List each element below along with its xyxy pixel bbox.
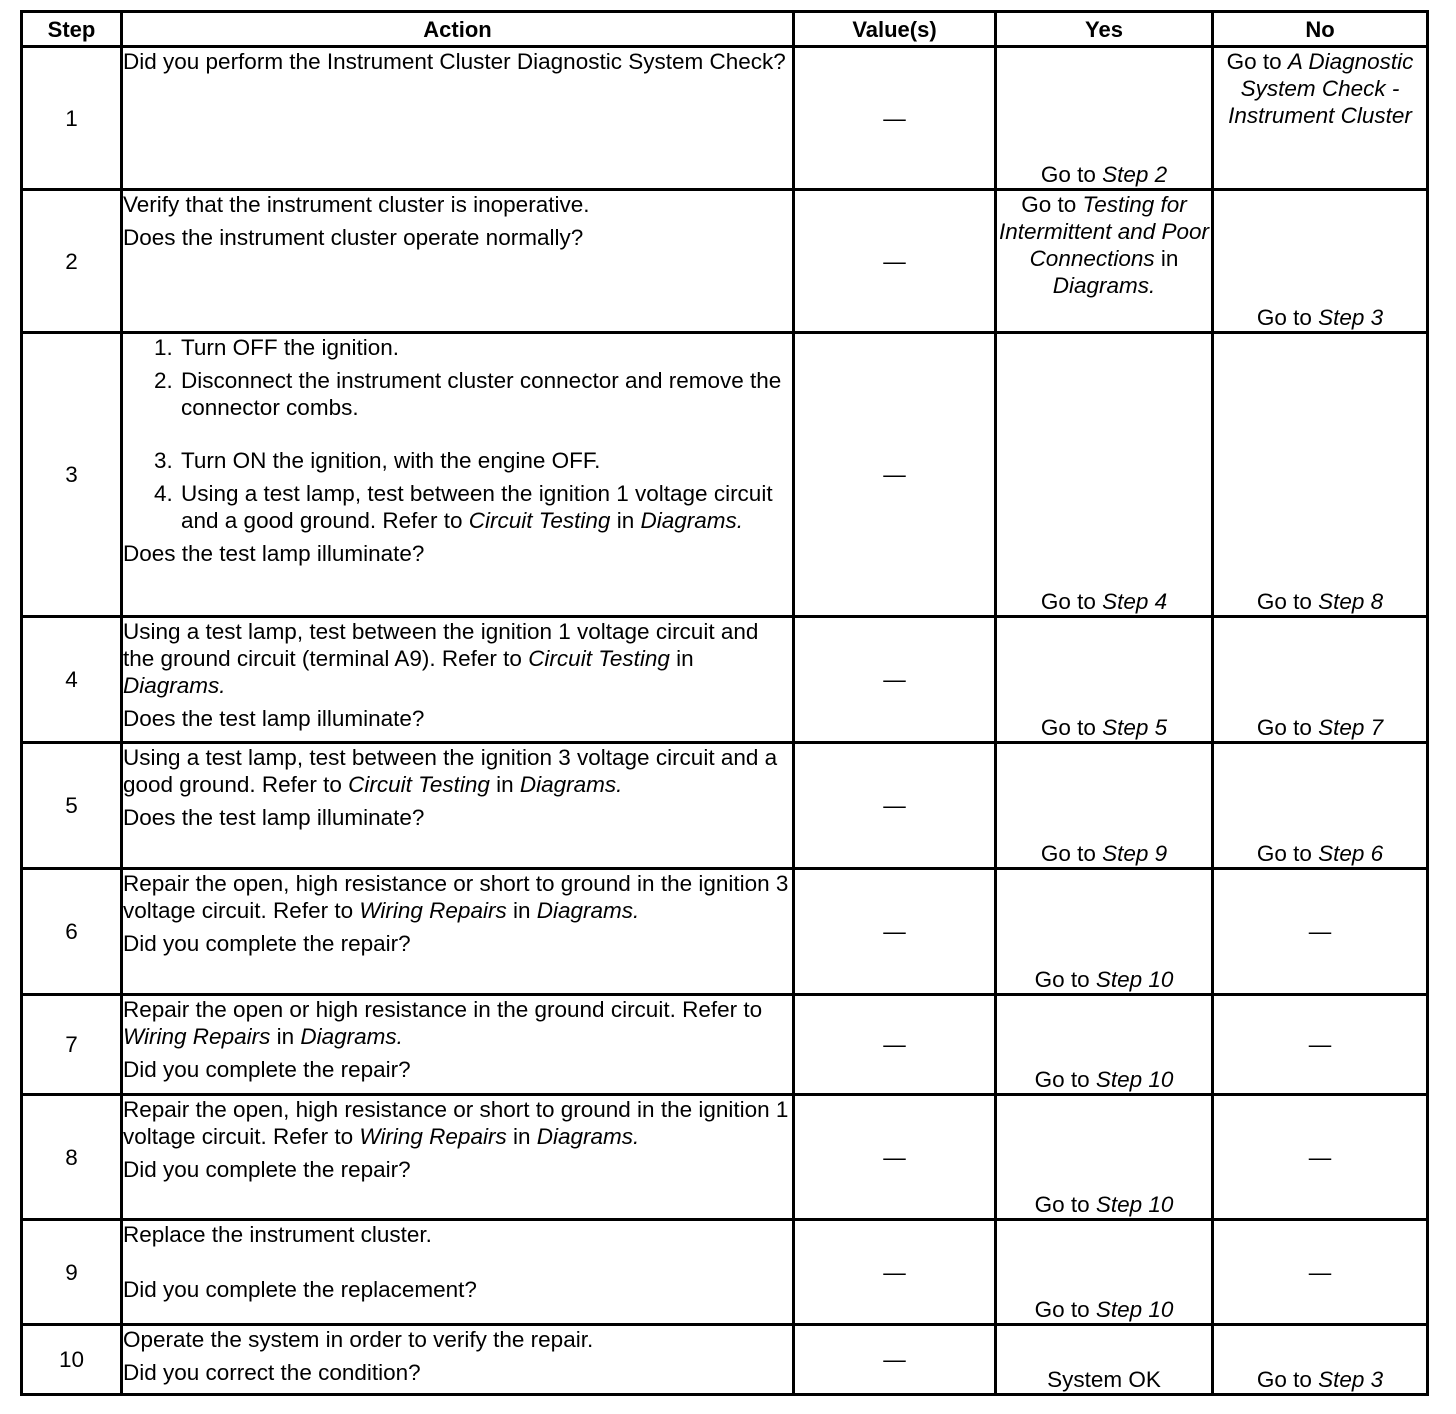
value-cell: —: [794, 1325, 996, 1395]
action-text-main: Repair the open, high resistance or short to ground in the ignition 3 voltage circuit. Refer to: [123, 871, 789, 923]
action-in-text: in: [506, 898, 537, 923]
table-row: [22, 47, 1428, 190]
action-link[interactable]: Circuit Testing: [468, 508, 611, 533]
no-link[interactable]: Step 3: [1318, 305, 1384, 330]
yes-goto-text: Go to: [1034, 967, 1096, 992]
step-number: 4: [22, 617, 122, 743]
action-text: Replace the instrument cluster.: [123, 1222, 432, 1247]
no-cell: —: [1213, 869, 1428, 995]
yes-goto-text: Go to: [1040, 715, 1103, 740]
action-link[interactable]: Circuit Testing: [528, 646, 670, 671]
yes-link[interactable]: Step 10: [1095, 967, 1174, 992]
yes-goto-text: Go to: [1034, 1192, 1096, 1217]
action-cell: [122, 869, 794, 995]
yes-link[interactable]: Step 4: [1102, 589, 1168, 614]
action-cell: [122, 1095, 794, 1220]
yes-link[interactable]: Step 10: [1095, 1067, 1174, 1092]
table-row: [22, 995, 1428, 1095]
header-row: [22, 12, 1428, 47]
table-row: [22, 743, 1428, 869]
header-value: Value(s): [794, 12, 996, 47]
action-cell: [122, 1325, 794, 1395]
action-question: Did you complete the repair?: [123, 931, 411, 956]
yes-link[interactable]: Testing for Intermittent and Poor Connections: [998, 192, 1210, 271]
action-link-diagrams[interactable]: Diagrams.: [536, 1124, 640, 1149]
table-row: [22, 333, 1428, 617]
table-row: [22, 190, 1428, 333]
value-cell: —: [794, 995, 996, 1095]
action-question: Did you complete the repair?: [123, 1157, 411, 1182]
list-item: [179, 480, 792, 534]
no-goto-text: Go to: [1256, 589, 1319, 614]
no-cell[interactable]: [1213, 333, 1428, 617]
step-number: 1: [22, 47, 122, 190]
table-row: [22, 1325, 1428, 1395]
value-cell: —: [794, 617, 996, 743]
no-link[interactable]: Step 8: [1318, 589, 1384, 614]
action-cell: [122, 47, 794, 190]
no-cell: —: [1213, 995, 1428, 1095]
table-row: [22, 1095, 1428, 1220]
yes-cell[interactable]: [996, 617, 1213, 743]
list-item-text: Using a test lamp, test between the ignition 1 voltage circuit and a good ground. Refer to: [181, 481, 773, 533]
value-cell: —: [794, 869, 996, 995]
action-list: [123, 334, 792, 534]
action-link[interactable]: Circuit Testing: [348, 772, 490, 797]
yes-goto-text: Go to: [1040, 841, 1103, 866]
no-cell[interactable]: [1213, 617, 1428, 743]
step-number: 5: [22, 743, 122, 869]
value-cell: —: [794, 47, 996, 190]
no-goto-text: Go to: [1256, 305, 1319, 330]
no-cell: —: [1213, 1095, 1428, 1220]
list-item: 1. Turn OFF the ignition.: [179, 334, 792, 361]
step-number: 3: [22, 333, 122, 617]
action-text-main: Using a test lamp, test between the ignition 1 voltage circuit and the ground circuit (terminal A9). Refer to: [123, 619, 759, 671]
yes-goto-text: Go to: [1034, 1067, 1096, 1092]
value-cell: —: [794, 333, 996, 617]
value-cell: —: [794, 190, 996, 333]
table-row: [22, 617, 1428, 743]
yes-link-diagrams[interactable]: Diagrams.: [1052, 273, 1156, 298]
no-cell[interactable]: [1213, 743, 1428, 869]
action-link-diagrams[interactable]: Diagrams.: [123, 673, 226, 698]
yes-cell[interactable]: [996, 1220, 1213, 1325]
header-yes: Yes: [996, 12, 1213, 47]
yes-goto-text: Go to: [1034, 1297, 1096, 1322]
yes-cell[interactable]: [996, 1095, 1213, 1220]
action-cell: [122, 743, 794, 869]
action-in-text: in: [610, 508, 641, 533]
action-text: [123, 1096, 792, 1150]
action-spacer: [123, 1254, 792, 1276]
action-question: Did you complete the replacement?: [123, 1277, 477, 1302]
action-in-text: in: [489, 772, 520, 797]
action-cell: [122, 333, 794, 617]
action-cell: [122, 190, 794, 333]
yes-link[interactable]: Step 9: [1102, 841, 1168, 866]
no-cell[interactable]: [1213, 1325, 1428, 1395]
action-in-text: in: [506, 1124, 537, 1149]
yes-goto-text: Go to: [1040, 589, 1103, 614]
action-link[interactable]: Wiring Repairs: [123, 1024, 271, 1049]
yes-goto-text: Go to: [1021, 192, 1083, 217]
action-text: [123, 744, 792, 798]
step-number: 8: [22, 1095, 122, 1220]
action-question: Did you correct the condition?: [123, 1360, 421, 1385]
yes-cell[interactable]: [996, 47, 1213, 190]
yes-goto-text: Go to: [1040, 162, 1103, 187]
yes-link[interactable]: Step 2: [1102, 162, 1168, 187]
list-item: 3. Turn ON the ignition, with the engine OFF.: [179, 447, 792, 474]
header-no: No: [1213, 12, 1428, 47]
step-number: 6: [22, 869, 122, 995]
action-cell: [122, 617, 794, 743]
step-number: 2: [22, 190, 122, 333]
action-in-text: in: [270, 1024, 301, 1049]
yes-cell: System OK: [996, 1325, 1213, 1395]
action-cell: [122, 995, 794, 1095]
action-link[interactable]: Wiring Repairs: [359, 898, 507, 923]
table-row: [22, 869, 1428, 995]
action-question: Does the instrument cluster operate normally?: [123, 225, 584, 250]
step-number: 7: [22, 995, 122, 1095]
no-link[interactable]: A Diagnostic System Check - Instrument Cluster: [1228, 49, 1414, 128]
no-link[interactable]: Step 7: [1318, 715, 1384, 740]
yes-link[interactable]: Step 5: [1102, 715, 1168, 740]
action-text: Did you perform the Instrument Cluster Diagnostic System Check?: [123, 49, 786, 74]
action-in-text: in: [669, 646, 694, 671]
no-goto-text: Go to: [1226, 49, 1288, 74]
list-item: 2. Disconnect the instrument cluster connector and remove the connector combs.: [179, 367, 792, 421]
value-cell: —: [794, 1095, 996, 1220]
action-text-main: Repair the open, high resistance or short to ground in the ignition 1 voltage circuit. Refer to: [123, 1097, 789, 1149]
value-cell: —: [794, 1220, 996, 1325]
action-text-main: Using a test lamp, test between the ignition 3 voltage circuit and a good ground. Refer to: [123, 745, 778, 797]
no-cell[interactable]: [1213, 190, 1428, 333]
no-link[interactable]: Step 6: [1318, 841, 1384, 866]
yes-cell[interactable]: [996, 743, 1213, 869]
no-goto-text: Go to: [1256, 1367, 1319, 1392]
action-link[interactable]: Wiring Repairs: [359, 1124, 507, 1149]
yes-cell[interactable]: [996, 869, 1213, 995]
action-link-diagrams[interactable]: Diagrams.: [519, 772, 623, 797]
no-goto-text: Go to: [1256, 841, 1319, 866]
action-text: [123, 870, 792, 924]
yes-link[interactable]: Step 10: [1095, 1192, 1174, 1217]
action-text: [123, 618, 792, 699]
no-link[interactable]: Step 3: [1318, 1367, 1384, 1392]
action-link-diagrams[interactable]: Diagrams.: [536, 898, 640, 923]
step-number: 10: [22, 1325, 122, 1395]
action-text-main: Repair the open or high resistance in the ground circuit. Refer to: [123, 997, 763, 1022]
table-row: [22, 1220, 1428, 1325]
action-question: Did you complete the repair?: [123, 1057, 411, 1082]
action-text: Operate the system in order to verify the repair.: [123, 1327, 594, 1352]
yes-cell[interactable]: [996, 333, 1213, 617]
yes-cell[interactable]: [996, 995, 1213, 1095]
value-cell: —: [794, 743, 996, 869]
action-text: Verify that the instrument cluster is inoperative.: [123, 192, 590, 217]
yes-link[interactable]: Step 10: [1095, 1297, 1174, 1322]
action-question: Does the test lamp illuminate?: [123, 805, 425, 830]
no-cell: —: [1213, 1220, 1428, 1325]
action-cell: [122, 1220, 794, 1325]
action-question: Does the test lamp illuminate?: [123, 541, 425, 566]
diagnostic-table: [20, 10, 1429, 1396]
no-cell[interactable]: [1213, 47, 1428, 190]
action-link-diagrams[interactable]: Diagrams.: [640, 508, 743, 533]
action-text: [123, 996, 792, 1050]
action-link-diagrams[interactable]: Diagrams.: [300, 1024, 403, 1049]
no-goto-text: Go to: [1256, 715, 1319, 740]
header-step: Step: [22, 12, 122, 47]
step-number: 9: [22, 1220, 122, 1325]
yes-cell[interactable]: [996, 190, 1213, 333]
header-action: Action: [122, 12, 794, 47]
yes-in-text: in: [1154, 246, 1179, 271]
action-question: Does the test lamp illuminate?: [123, 706, 425, 731]
